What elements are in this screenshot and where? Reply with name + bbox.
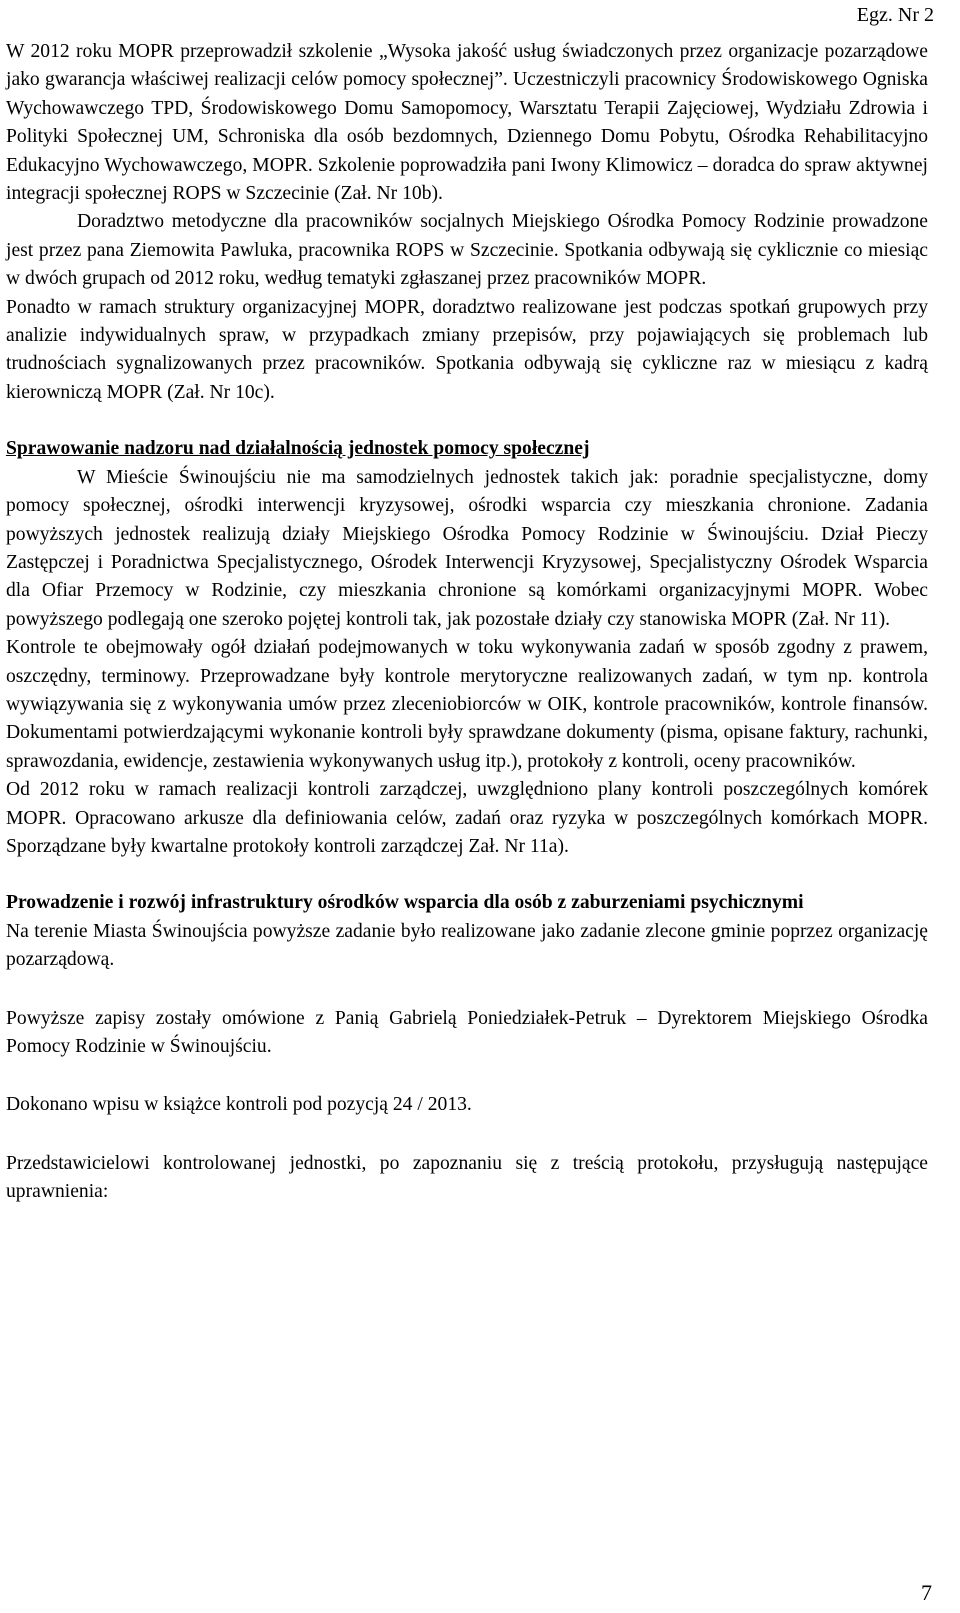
section-heading-infrastructure: Prowadzenie i rozwój infrastruktury ośrodków wsparcia dla osób z zaburzeniami psychicznymi xyxy=(6,892,804,914)
paragraph-commissioned-task: Na terenie Miasta Świnoujścia powyższe zadanie było realizowane jako zadanie zlecone gminie poprzez organizację pozarządową. xyxy=(6,920,928,971)
paragraph-controls: Kontrole te obejmowały ogół działań podejmowanych w toku wykonywania zadań w sposób zgodny z prawem, oszczędny, terminowy. Przeprowadzane były kontrole merytoryczne realizowanych zadań, w tym np. kontrola wywiązywania się z wykonywania umów przez zleceniobiorców w OIK, kontrole pracowników, kontrole finansów. Dokumentami potwierdzającymi wykonanie kontroli były sprawdzane dokumenty (pisma, opisane faktury, rachunki, sprawozdania, ewidencje, zestawienia wykonywanych usług itp.), protokoły z kontroli, oceny pracowników. xyxy=(6,637,928,772)
paragraph-management-control: Od 2012 roku w ramach realizacji kontroli zarządczej, uwzględniono plany kontroli poszczególnych komórek MOPR. Opracowano arkusze dla definiowania celów, zadań oraz ryzyka w poszczególnych komórkach MOPR. Sporządzane były kwartalne protokoły kontroli zarządczej Zał. Nr 11a). xyxy=(6,779,928,857)
paragraph-training: W 2012 roku MOPR przeprowadził szkolenie „Wysoka jakość usług świadczonych przez organizacje pozarządowe jako gwarancja właściwej realizacji celów pomocy społecznej”. Uczestniczyli pracownicy Środowiskowego Ogniska Wychowawczego TPD, Środowiskowego Domu Samopomocy, Warsztatu Terapii Zajęciowej, Wydziału Zdrowia i Polityki Społecznej UM, Schroniska dla osób bezdomnych, Dziennego Domu Pobytu, Ośrodka Rehabilitacyjno Edukacyjno Wychowawczego, MOPR. Szkolenie poprowadziła pani Iwony Klimowicz – doradca do spraw aktywnej integracji społecznej ROPS w Szczecinie (Zał. Nr 10b). xyxy=(6,41,928,205)
paragraph-control-book-entry: Dokonano wpisu w książce kontroli pod pozycją 24 / 2013. xyxy=(6,1094,472,1116)
paragraph-units: W Mieście Świnoujściu nie ma samodzielnych jednostek takich jak: poradnie specjalistyczne, domy pomocy społecznej, ośrodki interwencji kryzysowej, ośrodki wsparcia czy mieszkania chronione. Zadania powyższych jednostek realizują działy Miejskiego Ośrodka Pomocy Rodzinie w Świnoujściu. Dział Pieczy Zastępczej i Poradnictwa Specjalistycznego, Ośrodek Interwencji Kryzysowej, Specjalistyczny Ośrodek Wsparcia dla Ofiar Przemocy w Rodzinie, czy mieszkania chronione są komórkami organizacyjnymi MOPR. Wobec powyższego podlegają one szeroko pojętej kontroli tak, jak pozostałe działy czy stanowiska MOPR (Zał. Nr 11). xyxy=(6,466,928,630)
paragraph-entitlements: Przedstawicielowi kontrolowanej jednostki, po zapoznaniu się z treścią protokołu, przysługują następujące uprawnienia: xyxy=(6,1152,928,1203)
section-heading-supervision xyxy=(6,435,928,463)
page-number: 7 xyxy=(921,1580,932,1605)
paragraph-group-meetings: Ponadto w ramach struktury organizacyjnej MOPR, doradztwo realizowane jest podczas spotkań grupowych przy analizie indywidualnych spraw, w przypadkach zmiany przepisów, przy pojawiających się problemach lub trudnościach sygnalizowanych przez pracowników. Spotkania odbywają się cykliczne raz w miesiącu z kadrą kierowniczą MOPR (Zał. Nr 10c). xyxy=(6,296,928,403)
section-heading-supervision-text: Sprawowanie nadzoru nad działalnością jednostek pomocy społecznej xyxy=(6,438,590,460)
paragraph-discussed: Powyższe zapisy zostały omówione z Panią Gabrielą Poniedziałek-Petruk – Dyrektorem Miejskiego Ośrodka Pomocy Rodzinie w Świnoujściu. xyxy=(6,1007,928,1057)
copy-number-label: Egz. Nr 2 xyxy=(856,4,934,26)
paragraph-methodical-advice: Doradztwo metodyczne dla pracowników socjalnych Miejskiego Ośrodka Pomocy Rodzinie prowadzone jest przez pana Ziemowita Pawluka, pracownika ROPS w Szczecinie. Spotkania odbywają się cyklicznie co miesiąc w dwóch grupach od 2012 roku, według tematyki zgłaszanej przez pracowników MOPR. xyxy=(6,211,928,290)
document-body xyxy=(6,38,928,1207)
